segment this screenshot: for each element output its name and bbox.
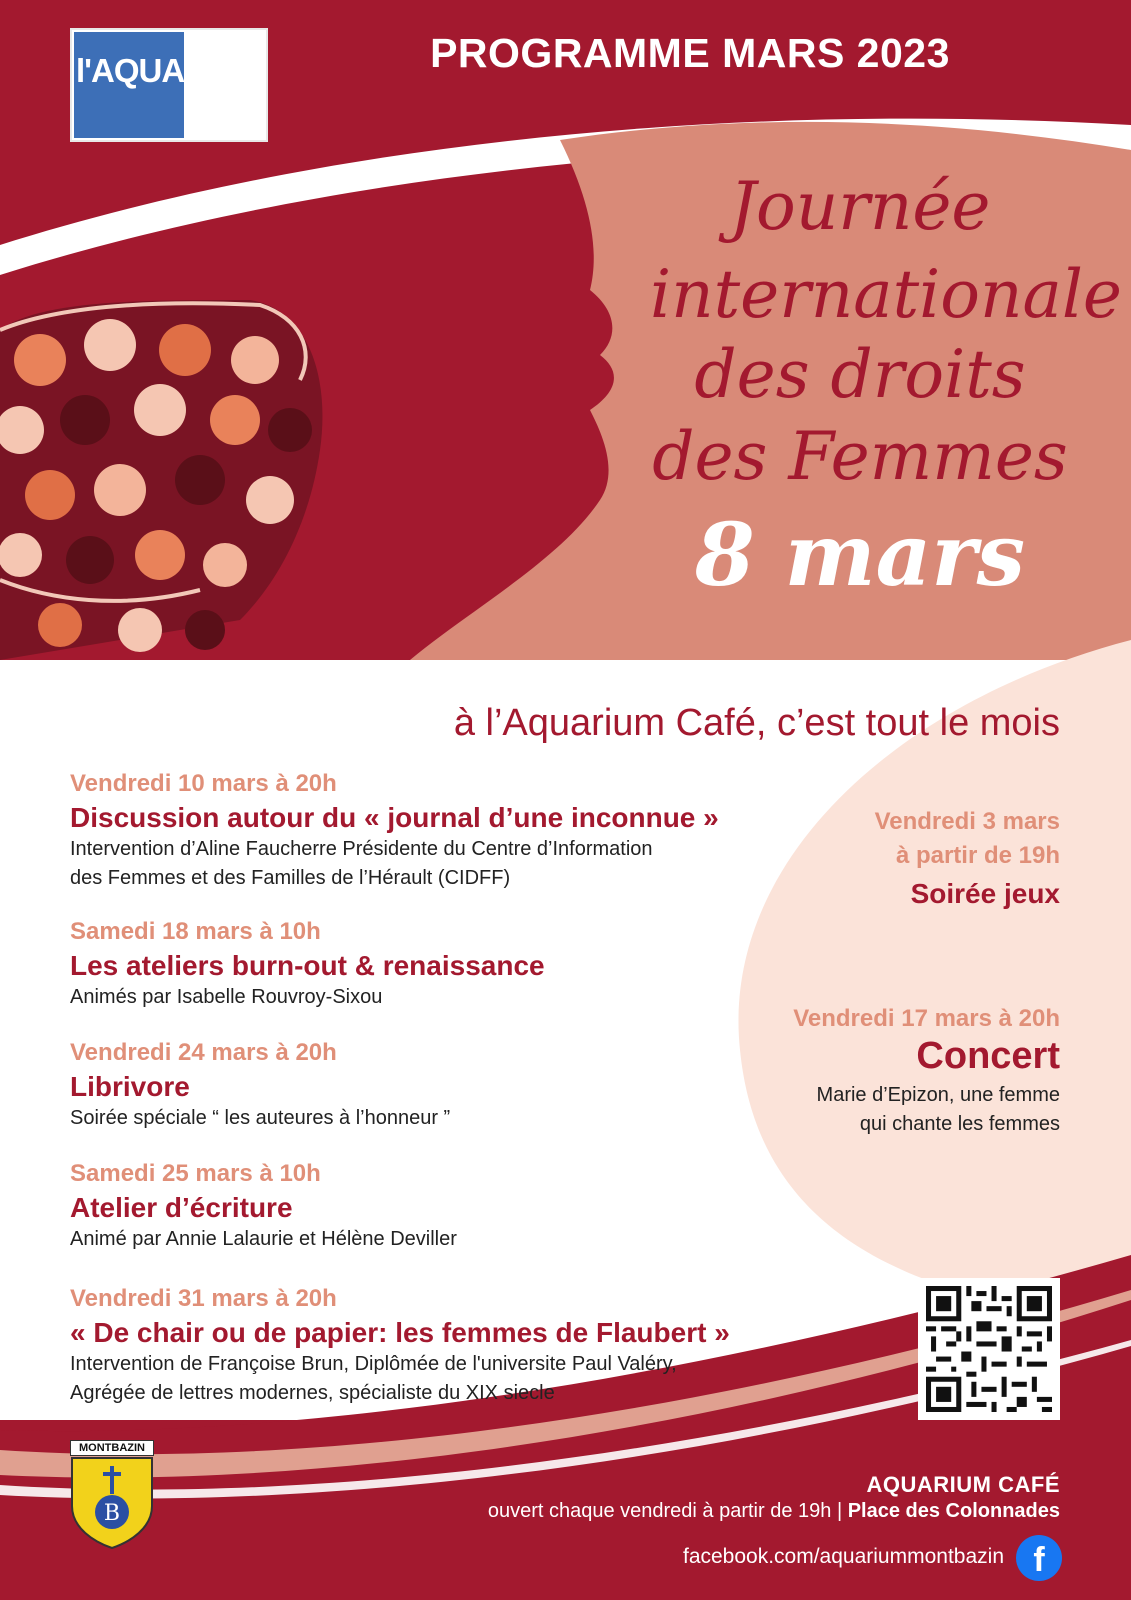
hero-line-1: Journée <box>729 168 991 245</box>
logo-text: l'AQUARIUM <box>76 52 265 89</box>
footer-cafe-name: AQUARIUM CAFÉ <box>866 1472 1060 1497</box>
event-desc: Animé par Annie Lalaurie et Hélène Deviller <box>70 1228 457 1250</box>
tagline: à l’Aquarium Café, c’est tout le mois <box>453 702 1060 744</box>
event-title: Concert <box>916 1035 1060 1077</box>
event-desc: Marie d’Epizon, une femme <box>816 1084 1060 1106</box>
event-date: à partir de 19h <box>895 842 1060 869</box>
event-desc: qui chante les femmes <box>859 1113 1060 1135</box>
event-title: Atelier d’écriture <box>70 1192 293 1223</box>
event-date: Samedi 18 mars à 10h <box>70 918 321 945</box>
facebook-icon[interactable]: f <box>1016 1535 1062 1581</box>
event-date: Vendredi 10 mars à 20h <box>70 770 337 797</box>
event-4 <box>70 1160 790 1253</box>
event-desc: Agrégée de lettres modernes, spécialiste du XIX siecle <box>70 1382 555 1404</box>
event-date: Samedi 25 mars à 10h <box>70 1160 321 1187</box>
footer-hours-text: ouvert chaque vendredi à partir de 19h | <box>487 1500 848 1522</box>
side-event-2 <box>640 1005 1060 1138</box>
event-desc: Soirée spéciale “ les auteures à l’honneur ” <box>70 1107 451 1129</box>
hero-line-3: des droits <box>694 336 1026 413</box>
side-event-1 <box>640 808 1060 910</box>
montbazin-crest <box>70 1440 154 1550</box>
event-title: Soirée jeux <box>910 878 1060 909</box>
shield-icon <box>70 1456 154 1550</box>
crest-label: MONTBAZIN <box>70 1440 154 1456</box>
crest-letter: B <box>103 1501 121 1526</box>
facebook-link[interactable]: facebook.com/aquariummontbazin <box>682 1545 1004 1568</box>
event-title: Discussion autour du « journal d’une inconnue » <box>70 802 719 833</box>
event-2 <box>70 918 790 1011</box>
event-date: Vendredi 17 mars à 20h <box>793 1005 1060 1032</box>
qr-code-pattern <box>926 1286 1052 1412</box>
women-crowd-illustration <box>0 300 322 660</box>
hero-line-4: des Femmes <box>652 418 1068 495</box>
programme-title: PROGRAMME MARS 2023 <box>430 30 950 76</box>
event-date: Vendredi 24 mars à 20h <box>70 1039 337 1066</box>
hero-date: 8 mars <box>694 505 1026 606</box>
event-title: Librivore <box>70 1071 190 1102</box>
event-desc: Intervention d’Aline Faucherre Présidente du Centre d’Information <box>70 838 653 860</box>
footer-place: Place des Colonnades <box>847 1500 1060 1522</box>
event-5 <box>70 1285 830 1407</box>
event-desc: Intervention de Françoise Brun, Diplômée de l'universite Paul Valéry, <box>70 1353 677 1375</box>
event-desc: Animés par Isabelle Rouvroy-Sixou <box>70 986 383 1008</box>
event-title: Les ateliers burn-out & renaissance <box>70 950 545 981</box>
event-date: Vendredi 31 mars à 20h <box>70 1285 337 1312</box>
event-desc: des Femmes et des Familles de l’Hérault (CIDFF) <box>70 867 511 889</box>
hero-line-2: internationale <box>650 256 1122 333</box>
aquarium-logo <box>70 28 268 142</box>
qr-code[interactable] <box>918 1278 1060 1420</box>
event-date: Vendredi 3 mars <box>874 808 1060 835</box>
footer-hours <box>360 1500 1060 1523</box>
event-title: « De chair ou de papier: les femmes de Flaubert » <box>70 1317 730 1348</box>
